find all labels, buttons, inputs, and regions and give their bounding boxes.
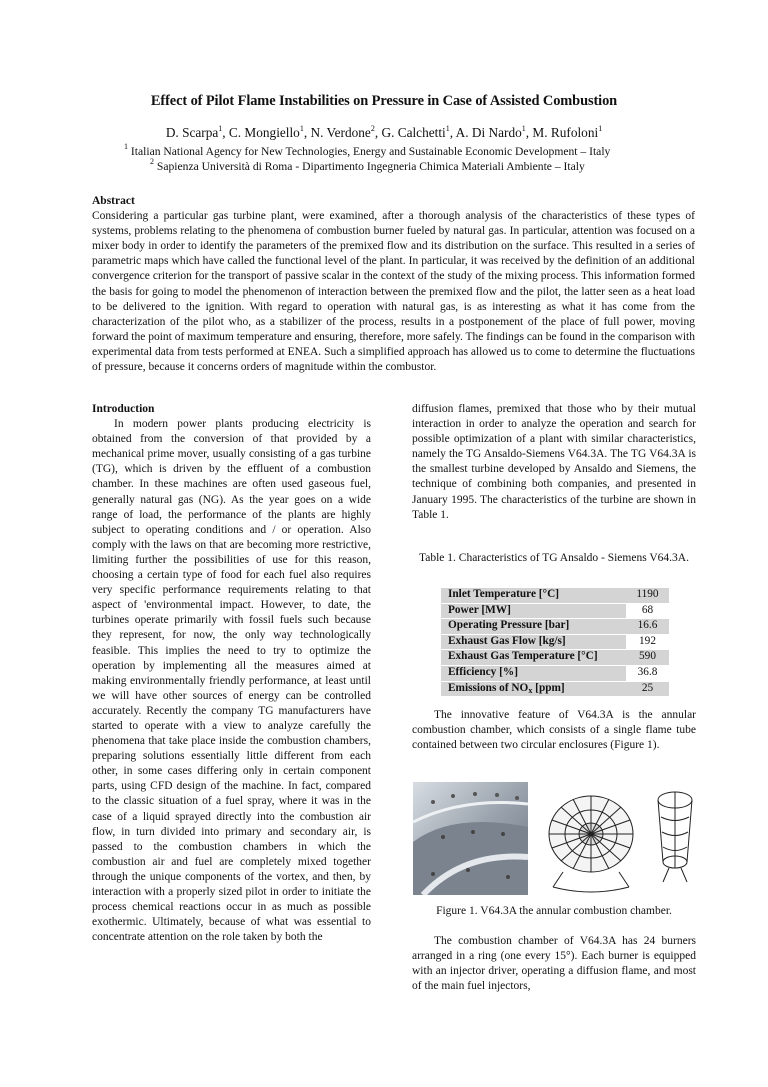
table-label: Efficiency [%]: [441, 665, 626, 681]
table-label: [441, 681, 626, 697]
table-caption: Table 1. Characteristics of TG Ansaldo - Siemens V64.3A.: [419, 552, 689, 564]
right-paragraph-1: diffusion flames, premixed that those who by their mutual interaction in order to analyze the operation and search for possible optimization of a plant with similar characteristics, namely the TG Ansaldo-Siemens V64.3A. The TG V64.3A is the smallest turbine developed by Ansaldo and Siemens, the technique of combining both companies, and presented in January 1995. The characteristics of the turbine are shown in Table 1.: [412, 403, 696, 521]
table-value: 1190: [626, 588, 669, 603]
burner-drawing: [658, 792, 692, 882]
right-paragraph-2: [412, 708, 696, 753]
table-value: 16.6: [626, 619, 669, 635]
table-label: Inlet Temperature [°C]: [441, 588, 626, 603]
affiliation-mark: 2: [150, 157, 154, 166]
table-row: [441, 603, 669, 619]
table-label-main: Emissions of NO: [448, 681, 529, 694]
affiliation-text: Sapienza Università di Roma - Dipartimento Ingegneria Chimica Materiali Ambiente – Italy: [156, 160, 585, 173]
introduction-column: [92, 402, 371, 945]
author: M. Rufoloni: [532, 125, 599, 140]
introduction-heading: Introduction: [92, 403, 155, 415]
author-affiliation-mark: 1: [299, 124, 304, 133]
author-affiliation-mark: 1: [445, 124, 450, 133]
affiliation-mark: 1: [124, 142, 128, 151]
table-label-tail: [ppm]: [532, 681, 565, 694]
author: A. Di Nardo: [455, 125, 522, 140]
author-affiliation-mark: 1: [598, 124, 603, 133]
author-list: D. Scarpa$^1$, C. Mongiello$^1$, N. Verdone$^2$, G. Calchetti$^1$, A. Di Nardo$^1$, M. Rufoloni$^1$: [165, 124, 603, 140]
table-label-subscript: x: [528, 685, 533, 695]
table-row: [441, 619, 669, 635]
table-value: 590: [626, 650, 669, 666]
abstract-heading: Abstract: [92, 195, 135, 207]
author: G. Calchetti: [381, 125, 446, 140]
author: C. Mongiello: [228, 125, 300, 140]
table-label: Operating Pressure [bar]: [441, 619, 626, 635]
table-value: 36.8: [626, 665, 669, 681]
affiliation-2: [150, 157, 585, 173]
characteristics-table: [441, 588, 669, 697]
combustion-chamber-figure: [413, 782, 700, 895]
right-paragraph-3: [412, 934, 696, 994]
paper-title: Effect of Pilot Flame Instabilities on Pressure in Case of Assisted Combustion: [150, 93, 618, 109]
author: D. Scarpa: [165, 125, 219, 140]
table-row: [441, 588, 669, 603]
table-label: Power [MW]: [441, 603, 626, 619]
table-label: Exhaust Gas Temperature [°C]: [441, 650, 626, 666]
affiliation-1: [124, 142, 611, 158]
right-paragraph-2-text: The innovative feature of V64.3A is the annular combustion chamber, which consists of a single flame tube contained between two circular enclosures (Figure 1).: [412, 709, 696, 752]
table-label: Exhaust Gas Flow [kg/s]: [441, 634, 626, 650]
author-affiliation-mark: 1: [521, 124, 526, 133]
table-row: [441, 650, 669, 666]
table-value: 68: [626, 603, 669, 619]
chamber-interior-photo: [413, 782, 528, 895]
affiliation-text: Italian National Agency for New Technologies, Energy and Sustainable Economic Development – Italy: [130, 145, 611, 158]
author-affiliation-mark: 1: [218, 124, 223, 133]
table-row: [441, 681, 669, 697]
table-value: 25: [626, 681, 669, 697]
table-row: [441, 665, 669, 681]
right-paragraph-3-text: The combustion chamber of V64.3A has 24 burners arranged in a ring (one every 15°). Each burner is equipped with an injector driver, operating a diffusion flame, and most of the main fuel injectors,: [412, 935, 696, 993]
author: N. Verdone: [310, 125, 371, 140]
introduction-text: In modern power plants producing electricity is obtained from the conversion of that provided by a mechanical prime mover, usually consisting of a gas turbine (TG), which is driven by the effluent of a combustion chamber. In these machines are often used gaseous fuel, generally natural gas (NG). As the year goes on a wide range of load, the performance of the plants are highly subject to operating conditions and / or operation. Also comply with the laws on that are becoming more restrictive, limiting further the possibilities of use for this reason, choosing a certain type of food for each fuel also requires very specific performance requirements relating to that aspect of 'environmental impact. However, to date, the turbines operate primarily with fossil fuels such because they represent, for now, the only way technologically feasible. This implies the need to try to optimize the operation by implementing all the measures aimed at making environmentally friendly performance, at least until we will have other sources of energy can be controlled accurately. Recently the company TG manufacturers have started to operate with a view to analyze carefully the phenomena that take place inside the combustion chambers, preparing solutions essentially little different from each other, in some cases differing only in certain component parts, using CFD design of the machine. In fact, compared to the classic situation of a fuel spray, where it was in the case of a liquid sprayed directly into the combustion air flow, in turn divided into primary and secondary air, is passed to the combustion chambers in which the combustion air and fuel are completely mixed together through the unique components of the vortex, and then, by interaction with a properly sized pilot in order to initiate the process chemical reactions occur in as much as possible exothermic. Ultimately, because of what was essential to concentrate attention on the role taken by both the: [92, 418, 371, 944]
abstract-text: Considering a particular gas turbine plant, were examined, after a thorough analysis of the characteristics of these types of systems, problems relating to the phenomena of combustion burner fueled by natural gas. In particular, attention was focused on a mixer body in order to identify the parameters of the premixed flow and its distribution on the surface. This resulted in a series of parametric maps which have called the functional level of the plant. In particular, it was received by the definition of an additional convergence criterion for the transport of passive scalar in the context of the study of the mixing process. This information formed the basis for going to model the phenomenon of interaction between the premixed flow and the pilot, the latter seen as a heat load to be delivered to the ignition. With regard to operation with natural gas, is as interesting as what it has come from the characterization of the pilot who, as a stabilizer of the process, results in a postponement of the place of full power, moving forward the point of maximum temperature and ensuring, therefore, more safely. The findings can be found in the comparison with experimental data from tests performed at ENEA. Such a simplified approach has allowed us to come to determine the fluctuations of pressure, because it concerns orders of magnitude within the combustor.: [92, 210, 695, 374]
annular-chamber-drawing: [549, 796, 633, 892]
figure-caption: Figure 1. V64.3A the annular combustion chamber.: [436, 905, 672, 917]
table-row: [441, 634, 669, 650]
abstract: [92, 194, 695, 375]
author-affiliation-mark: 2: [370, 124, 375, 133]
table-value: 192: [626, 634, 669, 650]
